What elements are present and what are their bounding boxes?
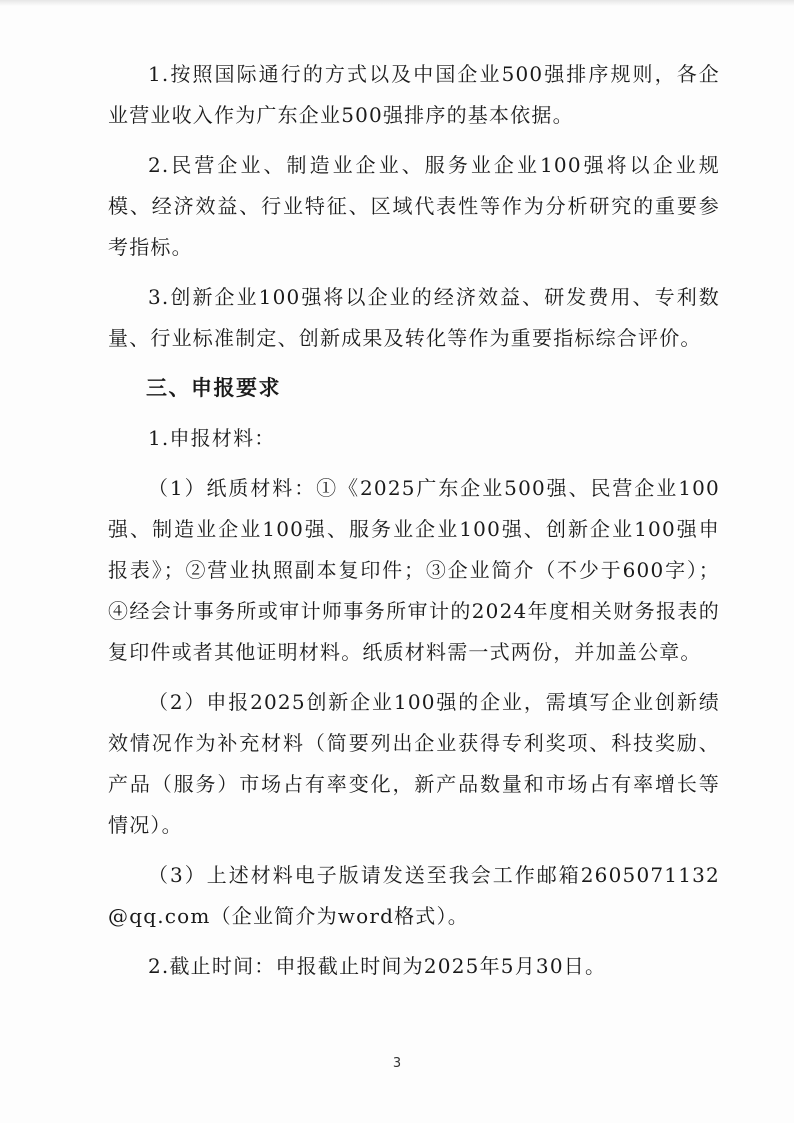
requirement-paper-materials: （1）纸质材料：①《2025广东企业500强、民营企业100强、制造业企业100强、服务业企业100强、创新企业100强申报表》；②营业执照副本复印件；③企业简介（不少于600字）；④经会计事务所或审计师事务所审计的2024年度相关财务报表的复印件或者其他证明材料。纸质材料需一式两份，并加盖公章。 — [108, 476, 720, 664]
scan-edge — [0, 0, 794, 6]
requirement-materials-title: 1.申报材料： — [148, 426, 276, 450]
page-number: 3 — [392, 1056, 402, 1071]
paragraph-private-manufacturing-service: 2.民营企业、制造业企业、服务业企业100强将以企业规模、经济效益、行业特征、区域代表性等作为分析研究的重要参考指标。 — [108, 153, 720, 259]
requirement-email-submission: （3）上述材料电子版请发送至我会工作邮箱2605071132@qq.com（企业简介为word格式）。 — [108, 863, 720, 928]
section-heading: 三、申报要求 — [146, 376, 281, 400]
requirement-innovation-supplement: （2）申报2025创新企业100强的企业，需填写企业创新绩效情况作为补充材料（简要列出企业获得专利奖项、科技奖励、产品（服务）市场占有率变化，新产品数量和市场占有率增长等情况）。 — [108, 690, 720, 837]
paragraph-innovation: 3.创新企业100强将以企业的经济效益、研发费用、专利数量、行业标准制定、创新成果及转化等作为重要指标综合评价。 — [108, 285, 720, 350]
requirement-deadline: 2.截止时间：申报截止时间为2025年5月30日。 — [148, 954, 607, 978]
document-body — [108, 54, 720, 996]
paragraph-ranking-basis: 1.按照国际通行的方式以及中国企业500强排序规则，各企业营业收入作为广东企业500强排序的基本依据。 — [108, 62, 720, 127]
